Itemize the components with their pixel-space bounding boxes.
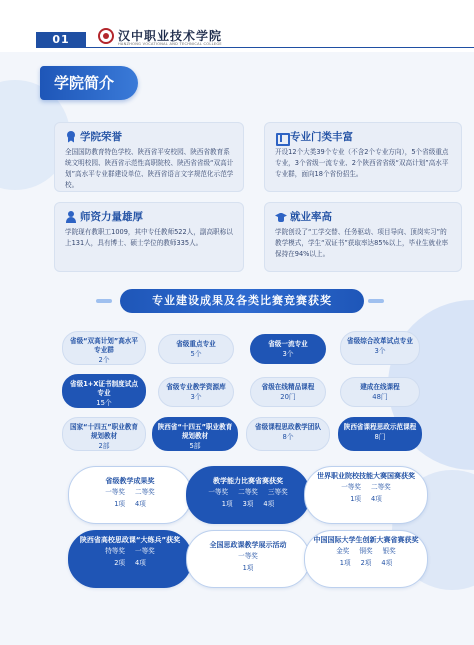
- intro-card-majors: [264, 122, 462, 192]
- achievement-item: 省级一流专业 3个: [250, 334, 326, 364]
- achievement-item: 省级重点专业 5个: [158, 334, 234, 364]
- award-card: 陕西省高校思政课“大练兵”获奖 特等奖 一等奖 2项 4项: [68, 530, 192, 588]
- page-header: [0, 0, 474, 52]
- achievement-item: 陕西省“十四五”职业教育规划教材 5部: [152, 417, 238, 451]
- page-number: 01: [36, 32, 86, 48]
- intro-section: [40, 66, 450, 272]
- book-icon: [275, 131, 287, 143]
- banner-dash-left: [96, 299, 112, 303]
- banner-dash-right: [368, 299, 384, 303]
- intro-card-title: 专业门类丰富: [290, 131, 353, 143]
- intro-card-title: 师资力量雄厚: [80, 211, 143, 223]
- achievement-item: 省级1+X证书制度试点专业 15个: [62, 374, 146, 408]
- achievement-item: 省级在线精品课程 20门: [250, 377, 326, 407]
- intro-card-title: 学院荣誉: [80, 131, 122, 143]
- intro-card-faculty: [54, 202, 244, 272]
- intro-card-body: 学院现有教职工1009，其中专任教师522人，副高职称以上131人，具有博士、硕士学位的教师335人。: [65, 228, 233, 247]
- intro-card-body: 学院创设了“工学交替、任务驱动、项目导向、顶岗实习”的教学模式，学生“双证书”获取率达85%以上，毕业生就业率保持在94%以上。: [275, 228, 449, 258]
- intro-card-honor: [54, 122, 244, 192]
- award-card: 教学能力比赛省赛获奖 一等奖 二等奖 三等奖 1项 3项 4项: [186, 466, 310, 524]
- school-seal-icon: [98, 28, 114, 44]
- award-card: 省级教学成果奖 一等奖 二等奖 1项 4项: [68, 466, 192, 524]
- achievement-item: 国家“十四五”职业教育规划教材 2部: [62, 417, 146, 451]
- school-name: 汉中职业技术学院: [118, 29, 223, 43]
- achievement-item: 建成在线课程 48门: [340, 377, 420, 407]
- intro-card-body: 开设12个大类39个专业（不含2个专业方向），5个省级重点专业，3个省级一流专业、2个陕西省省级“双高计划”高水平专业群，面向18个省份招生。: [275, 148, 449, 178]
- teacher-icon: [65, 211, 77, 223]
- intro-card-title: 就业率高: [290, 211, 332, 223]
- achievement-item: 省级“双高计划”高水平专业群 2个: [62, 331, 146, 365]
- header-divider: [86, 47, 474, 48]
- award-card: 中国国际大学生创新大赛省赛获奖 金奖 铜奖 银奖 1项 2项 4项: [304, 530, 428, 588]
- achievement-item: 省级综合改革试点专业 3个: [340, 331, 420, 365]
- achievement-item: 陕西省课程思政示范课程 8门: [338, 417, 422, 451]
- intro-card-body: 全国国防教育特色学校、陕西省平安校园、陕西省教育系统文明校园、陕西省示范性高职院校、陕西省省级“双高计划”高水平专业群建设单位、陕西省语言文字规范化示范学校。: [65, 148, 234, 189]
- award-card: 世界职业院校技能大赛国赛获奖 一等奖 二等奖 1项 4项: [304, 466, 428, 524]
- intro-section-title: 学院简介: [40, 66, 138, 100]
- school-english-name: HANZHONG VOCATIONAL AND TECHNICAL COLLEGE: [118, 42, 222, 46]
- award-card: 全国思政课教学展示活动 一等奖 1项: [186, 530, 310, 588]
- graduation-cap-icon: [275, 211, 287, 223]
- achievement-item: 省级专业教学资源库 3个: [158, 377, 234, 407]
- medal-icon: [65, 131, 77, 143]
- achievements-banner: 专业建设成果及各类比赛竞赛获奖: [120, 289, 364, 313]
- achievement-item: 省级课程思政教学团队 8个: [246, 417, 330, 451]
- intro-card-employment: [264, 202, 462, 272]
